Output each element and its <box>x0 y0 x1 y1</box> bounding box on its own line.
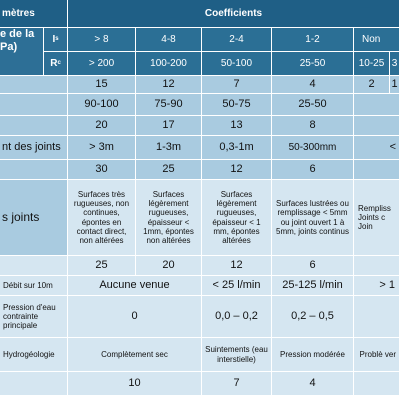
spacing-coef: 30 <box>68 160 136 180</box>
rqd-value: 50-75 <box>202 94 272 116</box>
spacing-value: 0,3-1m <box>202 136 272 160</box>
hydro-label: Hydrogéologie <box>0 338 68 372</box>
water-coef: 4 <box>272 372 354 396</box>
joints-coef: 20 <box>136 256 202 276</box>
water-coef: 7 <box>202 372 272 396</box>
rqd-label <box>0 94 68 116</box>
is-symbol-sub: s <box>55 36 59 43</box>
spacing-value: < <box>354 136 400 160</box>
hydro-value: Complètement sec <box>68 338 202 372</box>
rqd-coef-empty <box>354 116 400 136</box>
rqd-coef: 13 <box>202 116 272 136</box>
debit-value: Aucune venue <box>68 276 202 296</box>
rqd-value: 90-100 <box>68 94 136 116</box>
resistance-coef: 4 <box>272 76 354 94</box>
parametres-header: mètres <box>0 0 68 28</box>
hydro-value: Suintements (eau interstielle) <box>202 338 272 372</box>
joints-coef: 25 <box>68 256 136 276</box>
rqd-value-empty <box>354 94 400 116</box>
resistance-label-line2: Pa) <box>0 40 18 53</box>
rc-symbol <box>44 52 68 76</box>
pression-value-empty <box>354 296 400 338</box>
water-coef-label <box>0 372 68 396</box>
water-coef-empty <box>354 372 400 396</box>
resistance-coef-label <box>0 76 68 94</box>
joints-label: s joints <box>0 180 68 256</box>
rc-value: 50-100 <box>202 52 272 76</box>
joints-value: Surfaces légèrement rugueuses, épaisseur < 1 mm, épontes altérées <box>202 180 272 256</box>
rc-value: 25-50 <box>272 52 354 76</box>
joints-coef: 6 <box>272 256 354 276</box>
bottom-margin <box>0 396 400 400</box>
spacing-label: nt des joints <box>0 136 68 160</box>
debit-value: 25-125 l/min <box>272 276 354 296</box>
rqd-coef: 17 <box>136 116 202 136</box>
debit-value: < 25 l/min <box>202 276 272 296</box>
is-value: > 8 <box>68 28 136 52</box>
is-value: 4-8 <box>136 28 202 52</box>
resistance-label-line1: e de la <box>0 28 35 40</box>
spacing-coef: 6 <box>272 160 354 180</box>
rqd-value: 25-50 <box>272 94 354 116</box>
pression-label: Pression d'eau contrainte principale <box>0 296 68 338</box>
resistance-coef: 2 <box>354 76 390 94</box>
pression-value: 0 <box>68 296 202 338</box>
is-value: 1-2 <box>272 28 354 52</box>
rqd-value: 75-90 <box>136 94 202 116</box>
spacing-value: 1-3m <box>136 136 202 160</box>
debit-value: > 1 <box>354 276 400 296</box>
spacing-coef-empty <box>354 160 400 180</box>
joints-coef: 12 <box>202 256 272 276</box>
pression-value: 0,2 – 0,5 <box>272 296 354 338</box>
rc-symbol-letter: R <box>50 57 58 69</box>
resistance-coef: 12 <box>136 76 202 94</box>
joints-value: Rempliss Joints c Join <box>354 180 400 256</box>
resistance-coef: 7 <box>202 76 272 94</box>
joints-value: Surfaces très rugueuses, non continues, épontes en contact direct, non altérées <box>68 180 136 256</box>
joints-value: Surfaces lustrées ou remplissage < 5mm ou joint ouvert 1 à 5mm, joints continus <box>272 180 354 256</box>
joints-coef-label <box>0 256 68 276</box>
resistance-coef: 1 <box>390 76 400 94</box>
resistance-label <box>0 28 44 76</box>
rqd-coef-label <box>0 116 68 136</box>
spacing-coef: 25 <box>136 160 202 180</box>
is-value: Non <box>354 28 400 52</box>
rc-value: 10-25 <box>354 52 390 76</box>
coefficients-header: Coefficients <box>68 0 400 28</box>
hydro-value: Pression modérée <box>272 338 354 372</box>
rc-value: 3 <box>390 52 400 76</box>
water-coef: 10 <box>68 372 202 396</box>
debit-label: Débit sur 10m <box>0 276 68 296</box>
resistance-coef: 15 <box>68 76 136 94</box>
hydro-value: Problè ver <box>354 338 400 372</box>
rc-value: > 200 <box>68 52 136 76</box>
pression-value: 0,0 – 0,2 <box>202 296 272 338</box>
is-symbol <box>44 28 68 52</box>
spacing-value: 50-300mm <box>272 136 354 160</box>
is-symbol-letter: I <box>52 33 56 45</box>
is-value: 2-4 <box>202 28 272 52</box>
rc-symbol-sub: c <box>57 60 61 67</box>
joints-value: Surfaces légèrement rugueuses, épaisseur < 1mm, épontes non altérées <box>136 180 202 256</box>
rqd-coef: 20 <box>68 116 136 136</box>
spacing-coef: 12 <box>202 160 272 180</box>
joints-coef-empty <box>354 256 400 276</box>
rc-value: 100-200 <box>136 52 202 76</box>
spacing-coef-label <box>0 160 68 180</box>
rqd-coef: 8 <box>272 116 354 136</box>
spacing-value: > 3m <box>68 136 136 160</box>
